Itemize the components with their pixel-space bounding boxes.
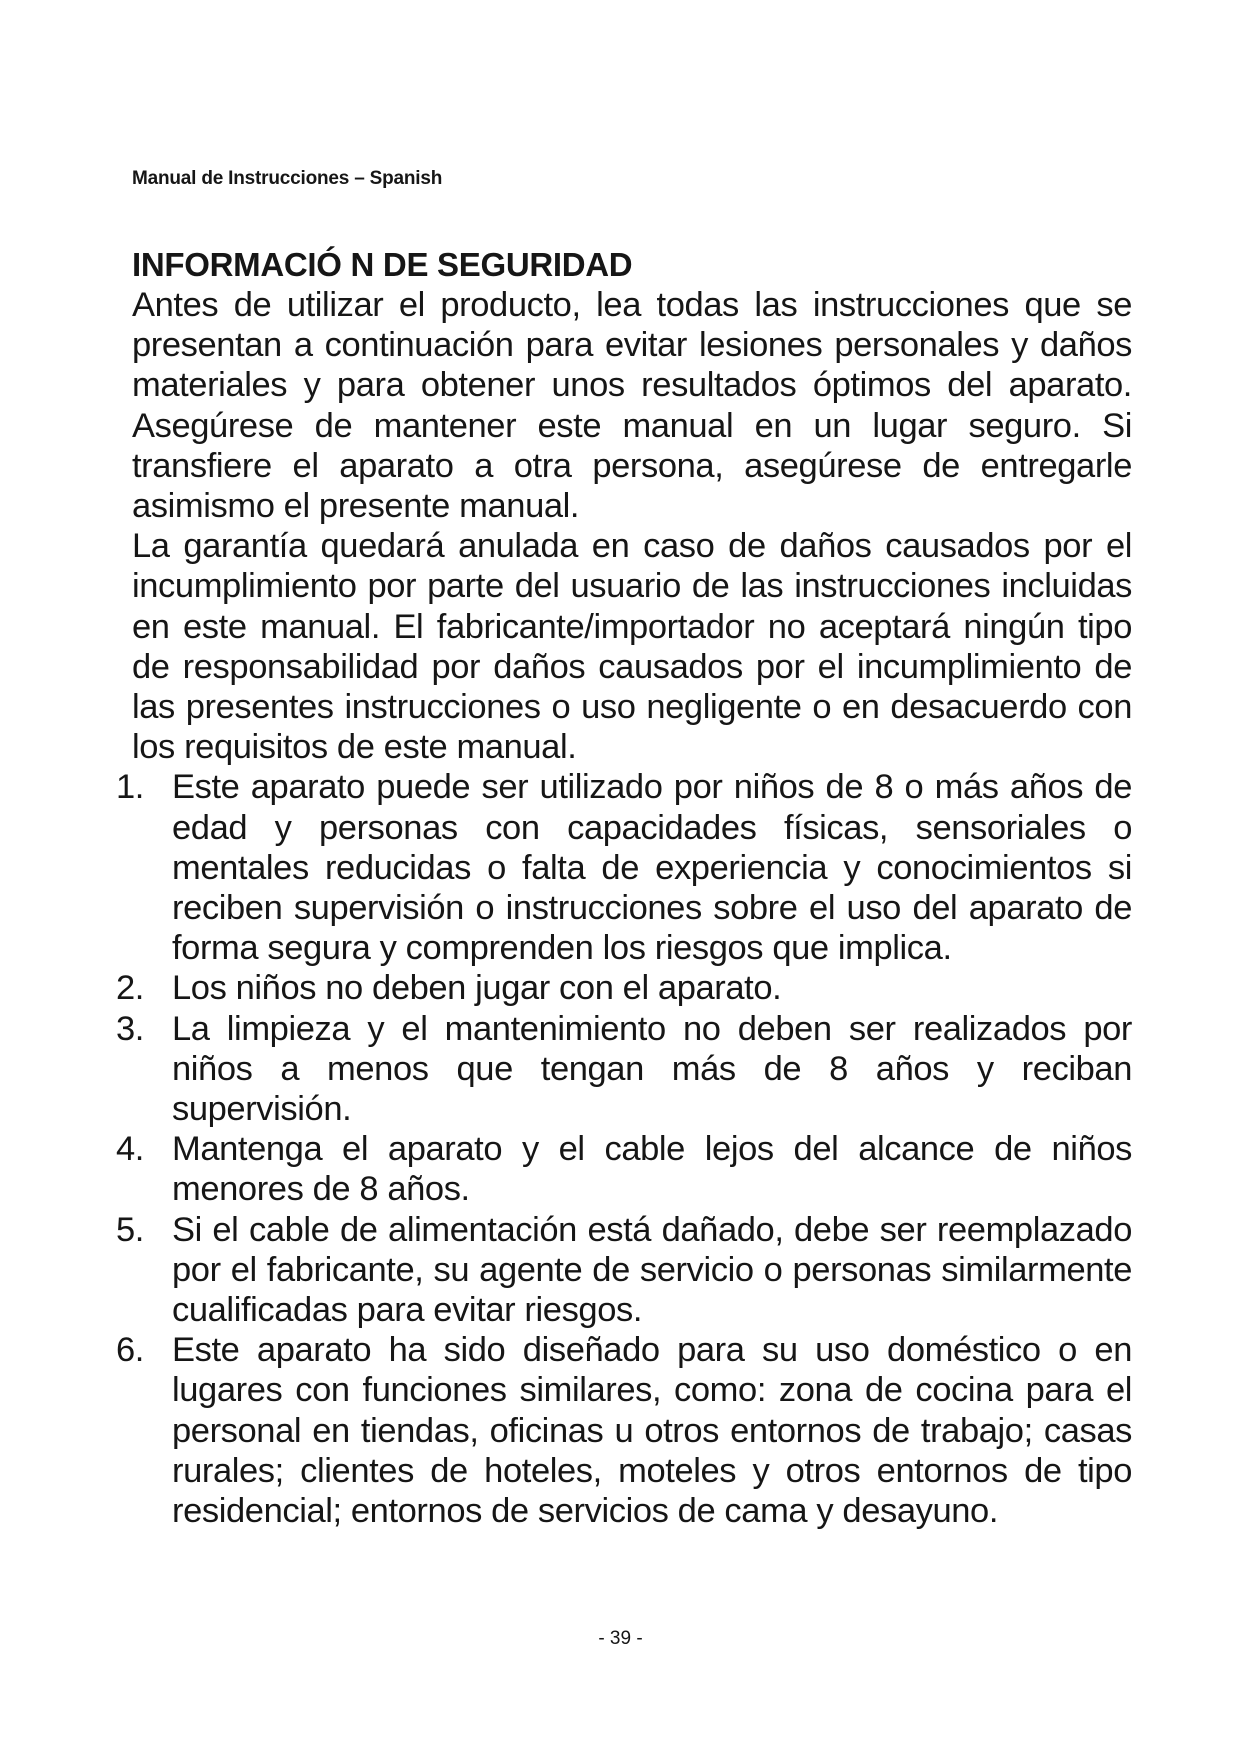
list-item [116,968,1132,1008]
list-item [116,1129,1132,1209]
list-item-number: 3. [116,1009,144,1048]
list-item-text: Si el cable de alimentación está dañado, debe ser reemplazado por el fabricante, su agente de servicio o personas similarmente cualificadas para evitar riesgos. [172,1210,1132,1330]
list-item-number: 1. [116,768,144,807]
list-item-text: La limpieza y el mantenimiento no deben ser realizados por niños a menos que tengan más de 8 años y reciban supervisión. [172,1009,1132,1129]
safety-section [116,245,1132,1531]
list-item-text: Este aparato puede ser utilizado por niños de 8 o más años de edad y personas con capacidades físicas, sensoriales o mentales reducidas o falta de experiencia y conocimientos si reciben supervisión o instrucciones sobre el uso del aparato de forma segura y comprenden los riesgos que implica. [172,768,1132,968]
list-item-number: 5. [116,1210,144,1249]
list-item-number: 4. [116,1130,144,1169]
page-header: Manual de Instrucciones – Spanish [132,168,443,189]
section-title: INFORMACIÓ N DE SEGURIDAD [132,246,633,283]
list-item-text: Mantenga el aparato y el cable lejos del alcance de niños menores de 8 años. [172,1130,1132,1209]
page-number: - 39 - [598,1628,643,1649]
list-item [116,767,1132,968]
list-item [116,1210,1132,1331]
list-item [116,1009,1132,1130]
intro-paragraph: Antes de utilizar el producto, lea todas las instrucciones que se presentan a continuación para evitar lesiones personales y daños materiales y para obtener unos resultados óptimos del aparato. Asegúrese de mantener este manual en un lugar seguro. Si transfiere el aparato a otra persona, asegúrese de entregarle asimismo el presente manual. [132,286,1132,526]
safety-list [116,767,1132,1531]
list-item-number: 2. [116,969,144,1008]
warranty-paragraph: La garantía quedará anulada en caso de daños causados por el incumplimiento por parte del usuario de las instrucciones incluidas en este manual. El fabricante/importador no aceptará ningún tipo de responsabilidad por daños causados por el incumplimiento de las presentes instrucciones o uso negligente o en desacuerdo con los requisitos de este manual. [132,527,1132,767]
list-item-number: 6. [116,1331,144,1370]
list-item-text: Este aparato ha sido diseñado para su uso doméstico o en lugares con funciones similares, como: zona de cocina para el personal en tiendas, oficinas u otros entornos de trabajo; casas rurales; clientes de hoteles, moteles y otros entornos de tipo residencial; entornos de servicios de cama y desayuno. [172,1331,1132,1531]
list-item [116,1330,1132,1531]
list-item-text: Los niños no deben jugar con el aparato. [172,969,782,1008]
